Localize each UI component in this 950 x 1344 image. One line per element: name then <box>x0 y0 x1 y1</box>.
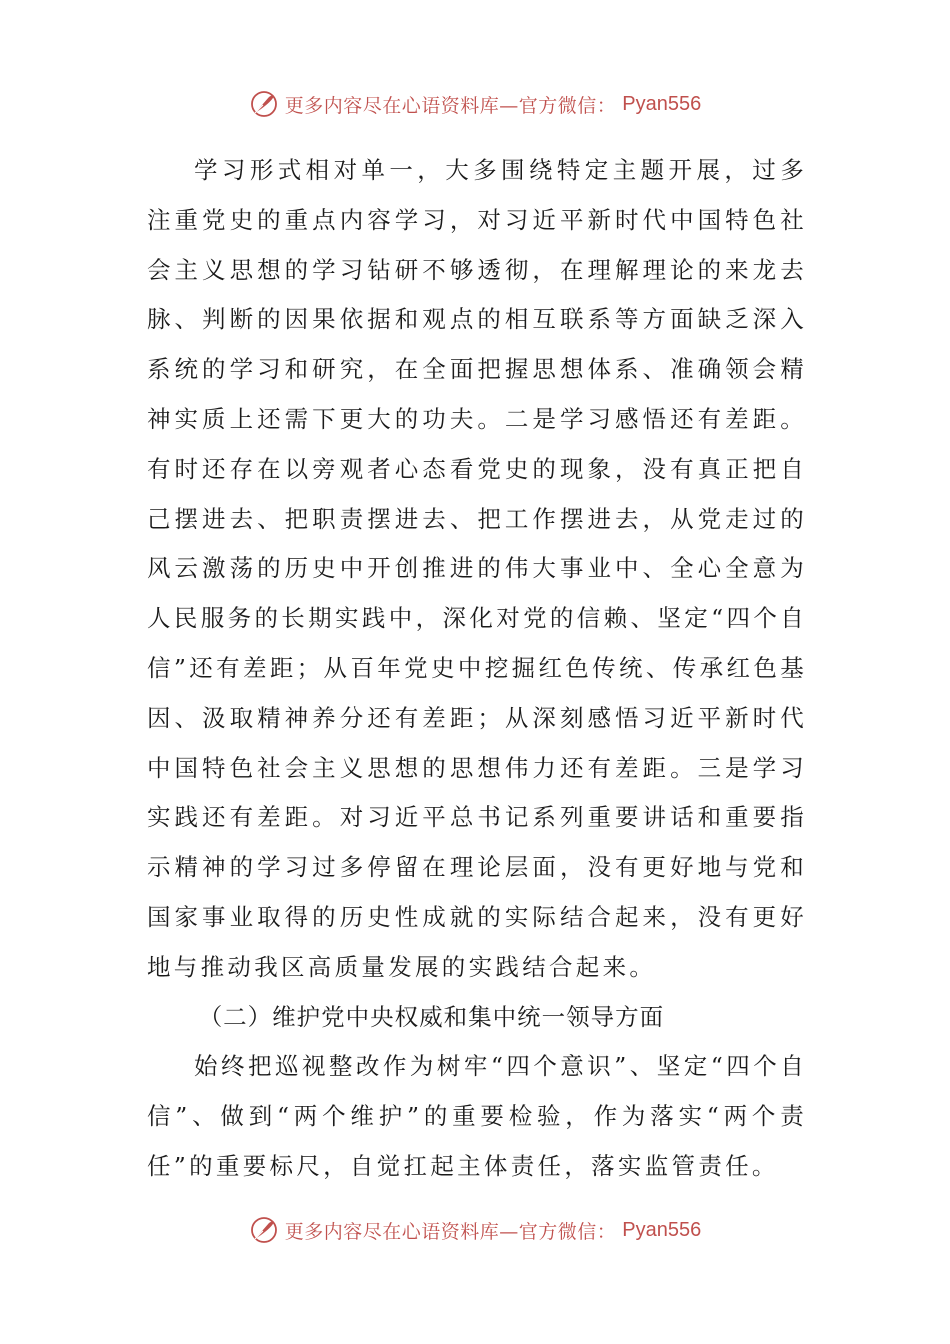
banner-wechat-id: Pyan556 <box>622 92 702 115</box>
paragraph-2: 始终把巡视整改作为树牢“四个意识”、坚定“四个自信”、做到“两个维护”的重要检验，作为落实“两个责任”的重要标尺，自觉扛起主体责任，落实监管责任。 <box>147 1052 807 1180</box>
quill-logo-icon <box>249 1215 279 1245</box>
header-watermark-banner <box>0 84 950 124</box>
section-heading: （二）维护党中央权威和集中统一领导方面 <box>198 1002 665 1031</box>
quill-logo-icon <box>249 89 279 119</box>
banner-text: 更多内容尽在心语资料库—官方微信： <box>284 1220 617 1243</box>
banner-text: 更多内容尽在心语资料库—官方微信： <box>284 94 617 117</box>
footer-watermark-banner <box>0 1210 950 1250</box>
document-body <box>147 146 807 1192</box>
paragraph-1: 学习形式相对单一，大多围绕特定主题开展，过多注重党史的重点内容学习，对习近平新时代中国特色社会主义思想的学习钻研不够透彻，在理解理论的来龙去脉、判断的因果依据和观点的相互联系等方面缺乏深入系统的学习和研究，在全面把握思想体系、准确领会精神实质上还需下更大的功夫。二是学习感悟还有差距。有时还存在以旁观者心态看党史的现象，没有真正把自己摆进去、把职责摆进去、把工作摆进去，从党走过的风云激荡的历史中开创推进的伟大事业中、全心全意为人民服务的长期实践中，深化对党的信赖、坚定“四个自信”还有差距；从百年党史中挖掘红色传统、传承红色基因、汲取精神养分还有差距；从深刻感悟习近平新时代中国特色社会主义思想的思想伟力还有差距。三是学习实践还有差距。对习近平总书记系列重要讲话和重要指示精神的学习过多停留在理论层面，没有更好地与党和国家事业取得的历史性成就的实际结合起来，没有更好地与推动我区高质量发展的实践结合起来。 <box>147 156 807 981</box>
banner-wechat-id: Pyan556 <box>622 1218 702 1241</box>
